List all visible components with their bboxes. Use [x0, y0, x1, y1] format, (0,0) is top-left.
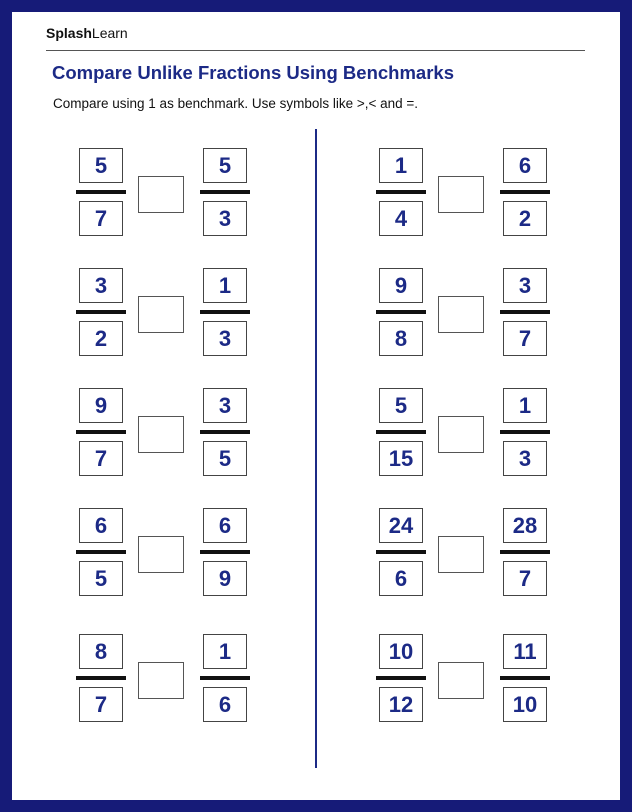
numerator: 3: [203, 388, 247, 423]
fraction-bar: [200, 550, 250, 554]
denominator: 4: [379, 201, 423, 236]
numerator: 1: [379, 148, 423, 183]
denominator: 5: [203, 441, 247, 476]
denominator: 2: [503, 201, 547, 236]
left-fraction: [76, 508, 128, 602]
fraction-bar: [500, 550, 550, 554]
right-fraction: [500, 634, 552, 728]
fraction-bar: [76, 550, 126, 554]
denominator: 12: [379, 687, 423, 722]
brand-logo: [46, 25, 128, 41]
numerator: 10: [379, 634, 423, 669]
fraction-bar: [200, 430, 250, 434]
denominator: 3: [203, 201, 247, 236]
comparison-problem: [76, 268, 252, 362]
denominator: 7: [79, 441, 123, 476]
numerator: 1: [203, 634, 247, 669]
numerator: 5: [79, 148, 123, 183]
answer-box[interactable]: [138, 176, 184, 213]
comparison-problem: [76, 388, 252, 482]
right-fraction: [500, 148, 552, 242]
answer-box[interactable]: [138, 662, 184, 699]
fraction-bar: [76, 676, 126, 680]
numerator: 3: [79, 268, 123, 303]
answer-box[interactable]: [438, 176, 484, 213]
fraction-bar: [376, 430, 426, 434]
fraction-bar: [376, 310, 426, 314]
fraction-bar: [76, 430, 126, 434]
answer-box[interactable]: [438, 536, 484, 573]
comparison-problem: [76, 148, 252, 242]
fraction-bar: [76, 310, 126, 314]
left-fraction: [376, 634, 428, 728]
fraction-bar: [200, 676, 250, 680]
left-fraction: [76, 634, 128, 728]
numerator: 11: [503, 634, 547, 669]
fraction-bar: [200, 190, 250, 194]
comparison-problem: [376, 388, 552, 482]
denominator: 6: [379, 561, 423, 596]
comparison-problem: [376, 148, 552, 242]
denominator: 2: [79, 321, 123, 356]
numerator: 6: [503, 148, 547, 183]
numerator: 9: [79, 388, 123, 423]
comparison-problem: [76, 508, 252, 602]
fraction-bar: [500, 190, 550, 194]
comparison-problem: [376, 268, 552, 362]
page-title: Compare Unlike Fractions Using Benchmarks: [52, 62, 454, 83]
answer-box[interactable]: [138, 416, 184, 453]
denominator: 5: [79, 561, 123, 596]
denominator: 8: [379, 321, 423, 356]
denominator: 7: [503, 321, 547, 356]
numerator: 1: [203, 268, 247, 303]
fraction-bar: [500, 310, 550, 314]
fraction-bar: [200, 310, 250, 314]
fraction-bar: [76, 190, 126, 194]
answer-box[interactable]: [438, 416, 484, 453]
right-fraction: [200, 388, 252, 482]
numerator: 5: [203, 148, 247, 183]
denominator: 6: [203, 687, 247, 722]
denominator: 7: [503, 561, 547, 596]
fraction-bar: [376, 550, 426, 554]
comparison-problem: [376, 508, 552, 602]
left-fraction: [76, 268, 128, 362]
left-fraction: [376, 148, 428, 242]
left-fraction: [376, 508, 428, 602]
brand-logo-part2: Learn: [91, 25, 128, 41]
right-fraction: [200, 148, 252, 242]
numerator: 28: [503, 508, 547, 543]
right-fraction: [500, 388, 552, 482]
comparison-problem: [376, 634, 552, 728]
right-fraction: [500, 508, 552, 602]
denominator: 15: [379, 441, 423, 476]
fraction-bar: [376, 676, 426, 680]
right-fraction: [200, 508, 252, 602]
numerator: 6: [79, 508, 123, 543]
fraction-bar: [500, 430, 550, 434]
denominator: 3: [503, 441, 547, 476]
left-fraction: [376, 388, 428, 482]
header-divider: [46, 50, 585, 51]
answer-box[interactable]: [138, 536, 184, 573]
denominator: 7: [79, 201, 123, 236]
left-fraction: [376, 268, 428, 362]
numerator: 3: [503, 268, 547, 303]
denominator: 9: [203, 561, 247, 596]
denominator: 10: [503, 687, 547, 722]
numerator: 8: [79, 634, 123, 669]
numerator: 24: [379, 508, 423, 543]
numerator: 5: [379, 388, 423, 423]
denominator: 3: [203, 321, 247, 356]
left-fraction: [76, 388, 128, 482]
denominator: 7: [79, 687, 123, 722]
numerator: 6: [203, 508, 247, 543]
fraction-bar: [376, 190, 426, 194]
comparison-problem: [76, 634, 252, 728]
brand-logo-part1: Splash: [46, 25, 92, 41]
numerator: 1: [503, 388, 547, 423]
fraction-bar: [500, 676, 550, 680]
right-fraction: [200, 268, 252, 362]
right-fraction: [500, 268, 552, 362]
left-fraction: [76, 148, 128, 242]
numerator: 9: [379, 268, 423, 303]
answer-box[interactable]: [138, 296, 184, 333]
answer-box[interactable]: [438, 662, 484, 699]
answer-box[interactable]: [438, 296, 484, 333]
right-fraction: [200, 634, 252, 728]
instructions-text: Compare using 1 as benchmark. Use symbols like >,< and =.: [53, 96, 419, 111]
column-divider: [315, 129, 317, 768]
